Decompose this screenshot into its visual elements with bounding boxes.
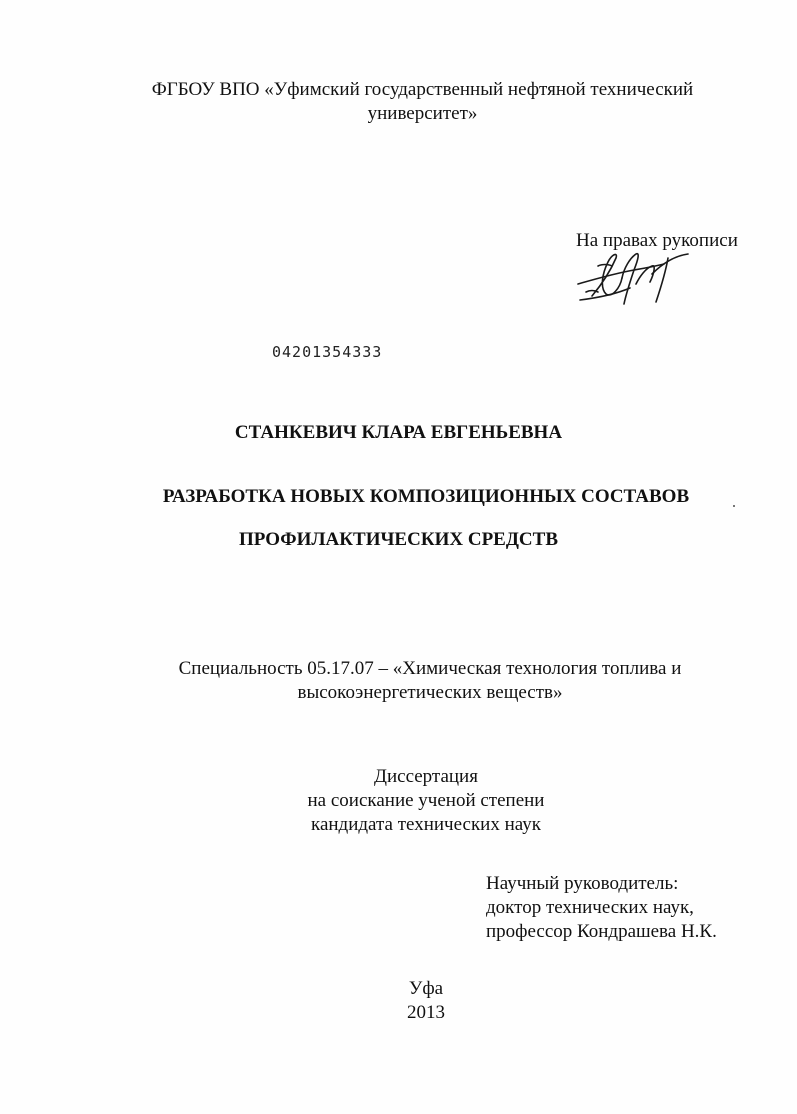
supervisor-line-2: доктор технических наук,	[486, 897, 694, 918]
supervisor-block	[486, 872, 717, 944]
city: Уфа	[408, 978, 444, 999]
manuscript-note: На правах рукописи	[576, 230, 738, 251]
year: 2013	[407, 1002, 445, 1023]
author-name: СТАНКЕВИЧ КЛАРА ЕВГЕНЬЕВНА	[234, 422, 563, 443]
signature-icon	[572, 244, 696, 310]
institution-line-1: ФГБОУ ВПО «Уфимский государственный нефтяной технический	[151, 79, 694, 100]
specialty-line-2: высокоэнергетических веществ»	[297, 682, 563, 703]
specialty-block	[90, 657, 770, 705]
institution-header	[100, 78, 745, 126]
title-line-1: РАЗРАБОТКА НОВЫХ КОМПОЗИЦИОННЫХ СОСТАВОВ	[162, 486, 690, 507]
dissertation-line-1: Диссертация	[374, 766, 478, 787]
dissertation-line-3: кандидата технических наук	[311, 814, 541, 835]
specialty-line-1: Специальность 05.17.07 – «Химическая технология топлива и	[178, 658, 682, 679]
supervisor-line-1: Научный руководитель:	[486, 873, 679, 894]
institution-line-2: университет»	[367, 103, 478, 124]
title-line-2: ПРОФИЛАКТИЧЕСКИХ СРЕДСТВ	[239, 529, 558, 550]
supervisor-line-3: профессор Кондрашева Н.К.	[486, 921, 717, 942]
dissertation-block	[0, 765, 797, 837]
scan-speck	[733, 505, 735, 507]
dissertation-line-2: на соискание ученой степени	[307, 790, 545, 811]
footer-block	[0, 977, 797, 1025]
registration-number: 04201354333	[272, 343, 383, 361]
